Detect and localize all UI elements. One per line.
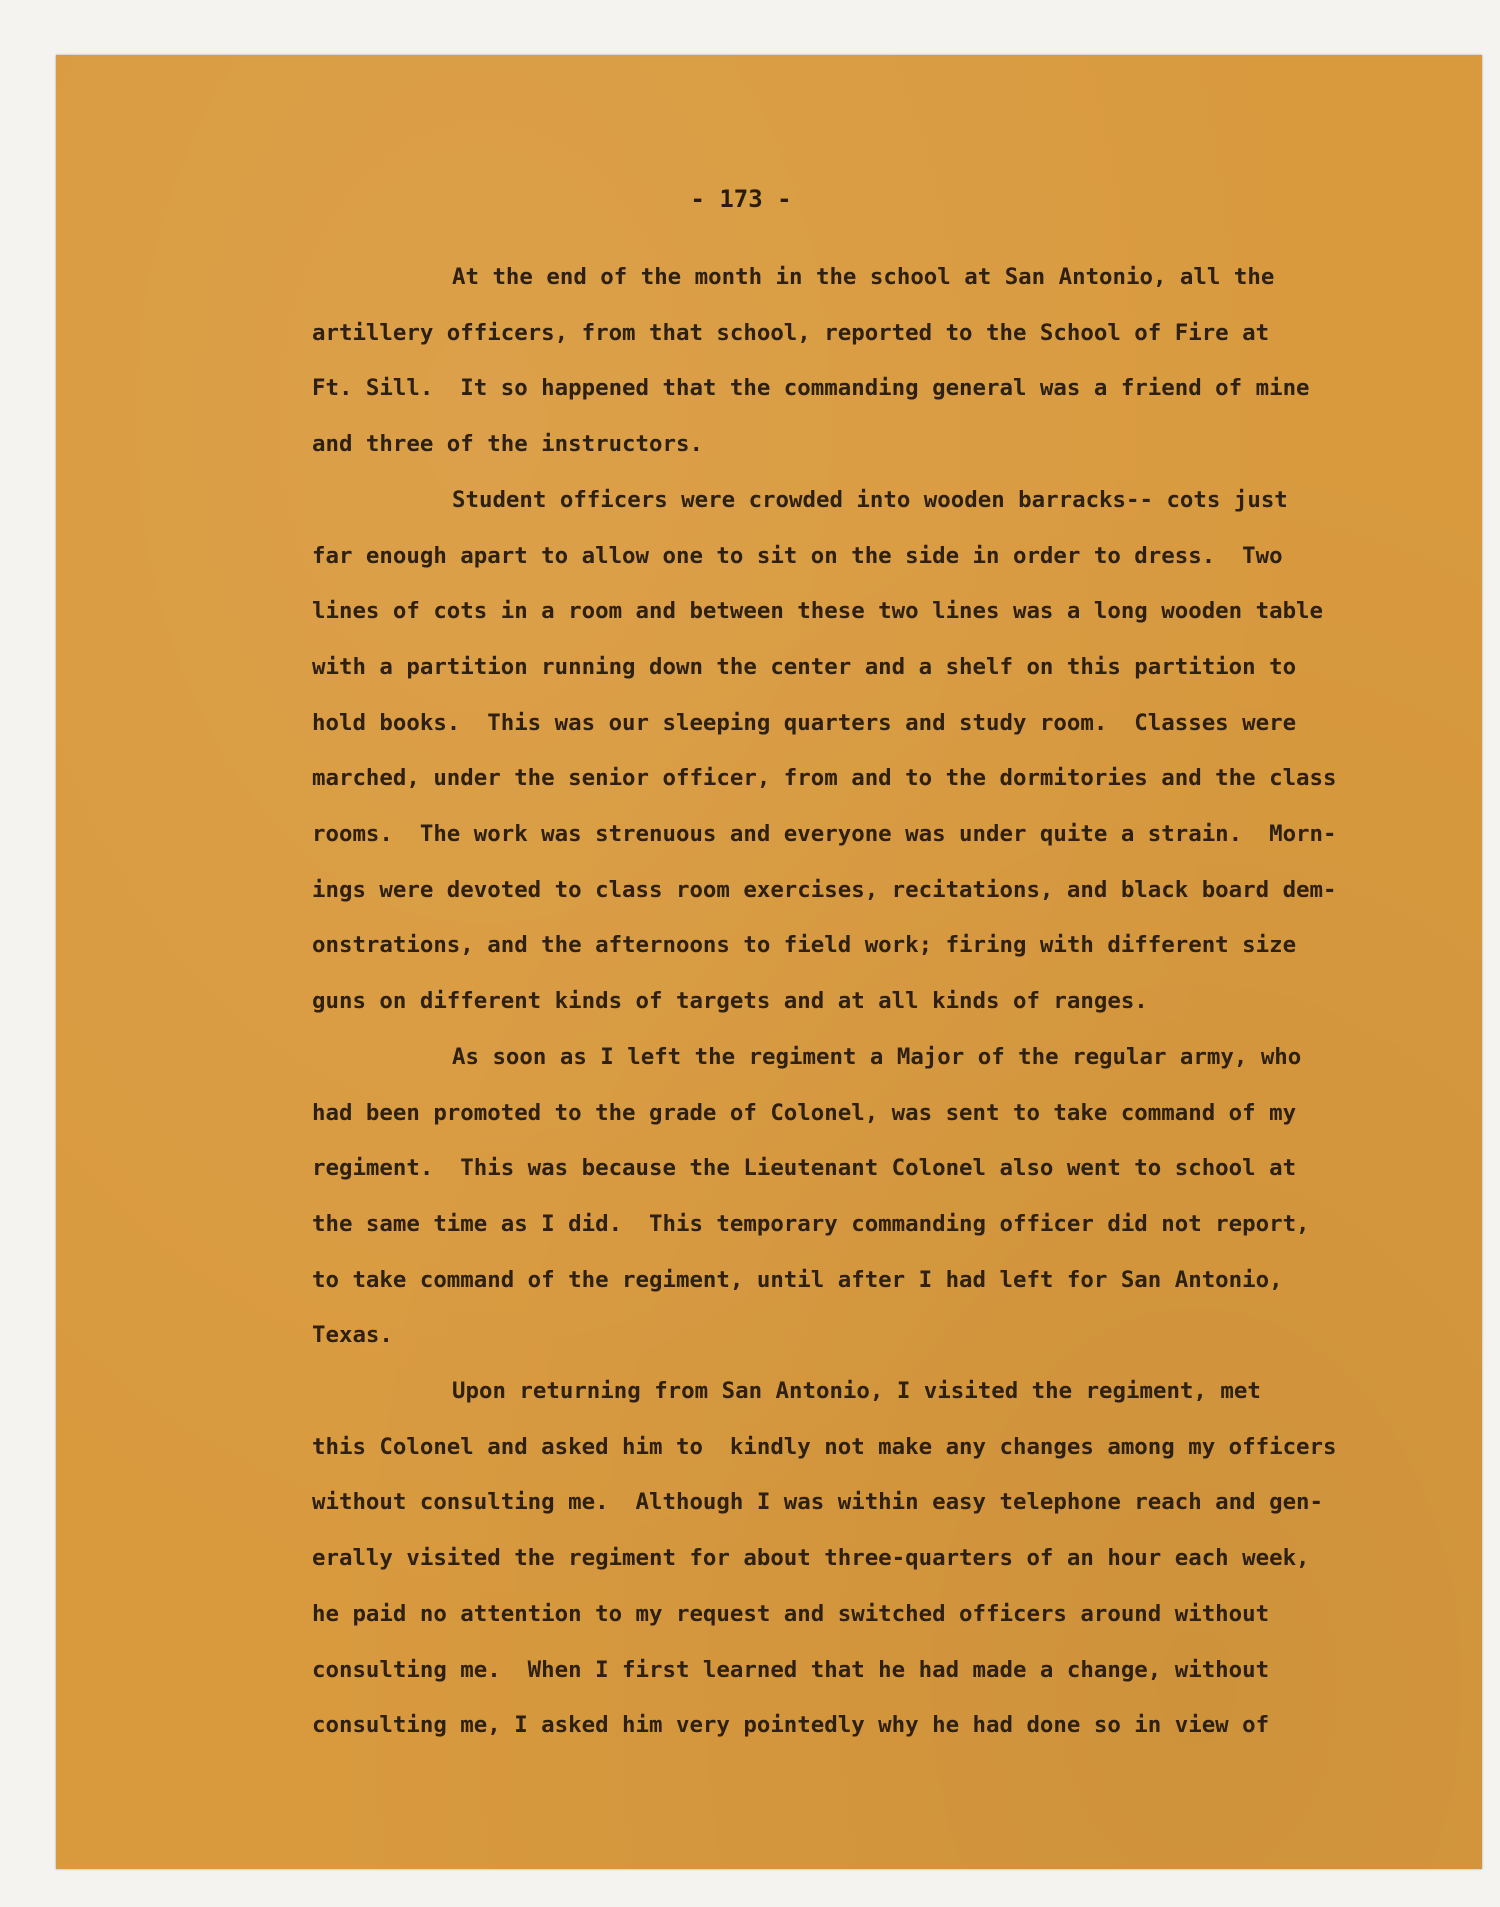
paragraph-4 [312,1364,1442,1754]
text-line: hold books. This was our sleeping quarters and study room. Classes were [312,709,1297,736]
text-line: ings were devoted to class room exercises, recitations, and black board dem- [312,876,1337,903]
paragraph-1 [312,250,1442,473]
text-line: without consulting me. Although I was within easy telephone reach and gen- [312,1489,1324,1516]
text-line: lines of cots in a room and between these two lines was a long wooden table [312,598,1324,625]
text-line: Student officers were crowded into wooden barracks-- cots just [452,486,1288,513]
paragraph-2 [312,473,1442,1030]
page-number: - 173 - [690,185,792,213]
text-line: consulting me, I asked him very pointedly why he had done so in view of [312,1712,1270,1739]
text-line: consulting me. When I first learned that he had made a change, without [312,1656,1270,1683]
text-line: regiment. This was because the Lieutenant Colonel also went to school at [312,1155,1297,1182]
text-line: guns on different kinds of targets and at all kinds of ranges. [312,988,1148,1015]
text-line: Upon returning from San Antonio, I visited the regiment, met [452,1378,1261,1405]
text-line: At the end of the month in the school at San Antonio, all the [452,264,1275,290]
text-line: this Colonel and asked him to kindly not make any changes among my officers [312,1433,1337,1460]
text-line: to take command of the regiment, until after I had left for San Antonio, [312,1266,1283,1293]
text-line: he paid no attention to my request and switched officers around without [312,1600,1270,1627]
text-line: rooms. The work was strenuous and everyone was under quite a strain. Morn- [312,821,1337,848]
text-line: with a partition running down the center and a shelf on this partition to [312,653,1297,680]
text-line: marched, under the senior officer, from and to the dormitories and the class [312,765,1337,792]
text-line: Ft. Sill. It so happened that the commanding general was a friend of mine [312,375,1310,402]
text-line: far enough apart to allow one to sit on the side in order to dress. Two [312,542,1283,569]
text-line: erally visited the regiment for about three-quarters of an hour each week, [312,1545,1310,1572]
paragraph-3 [312,1030,1442,1364]
text-line: and three of the instructors. [312,431,703,458]
document-page [56,55,1482,1869]
text-line: Texas. [312,1322,393,1349]
body-text [312,250,1442,1754]
text-line: artillery officers, from that school, reported to the School of Fire at [312,319,1270,346]
text-line: the same time as I did. This temporary commanding officer did not report, [312,1210,1310,1237]
text-line: onstrations, and the afternoons to field work; firing with different size [312,932,1297,959]
text-line: As soon as I left the regiment a Major of the regular army, who [452,1043,1302,1070]
text-line: had been promoted to the grade of Colonel, was sent to take command of my [312,1099,1297,1126]
